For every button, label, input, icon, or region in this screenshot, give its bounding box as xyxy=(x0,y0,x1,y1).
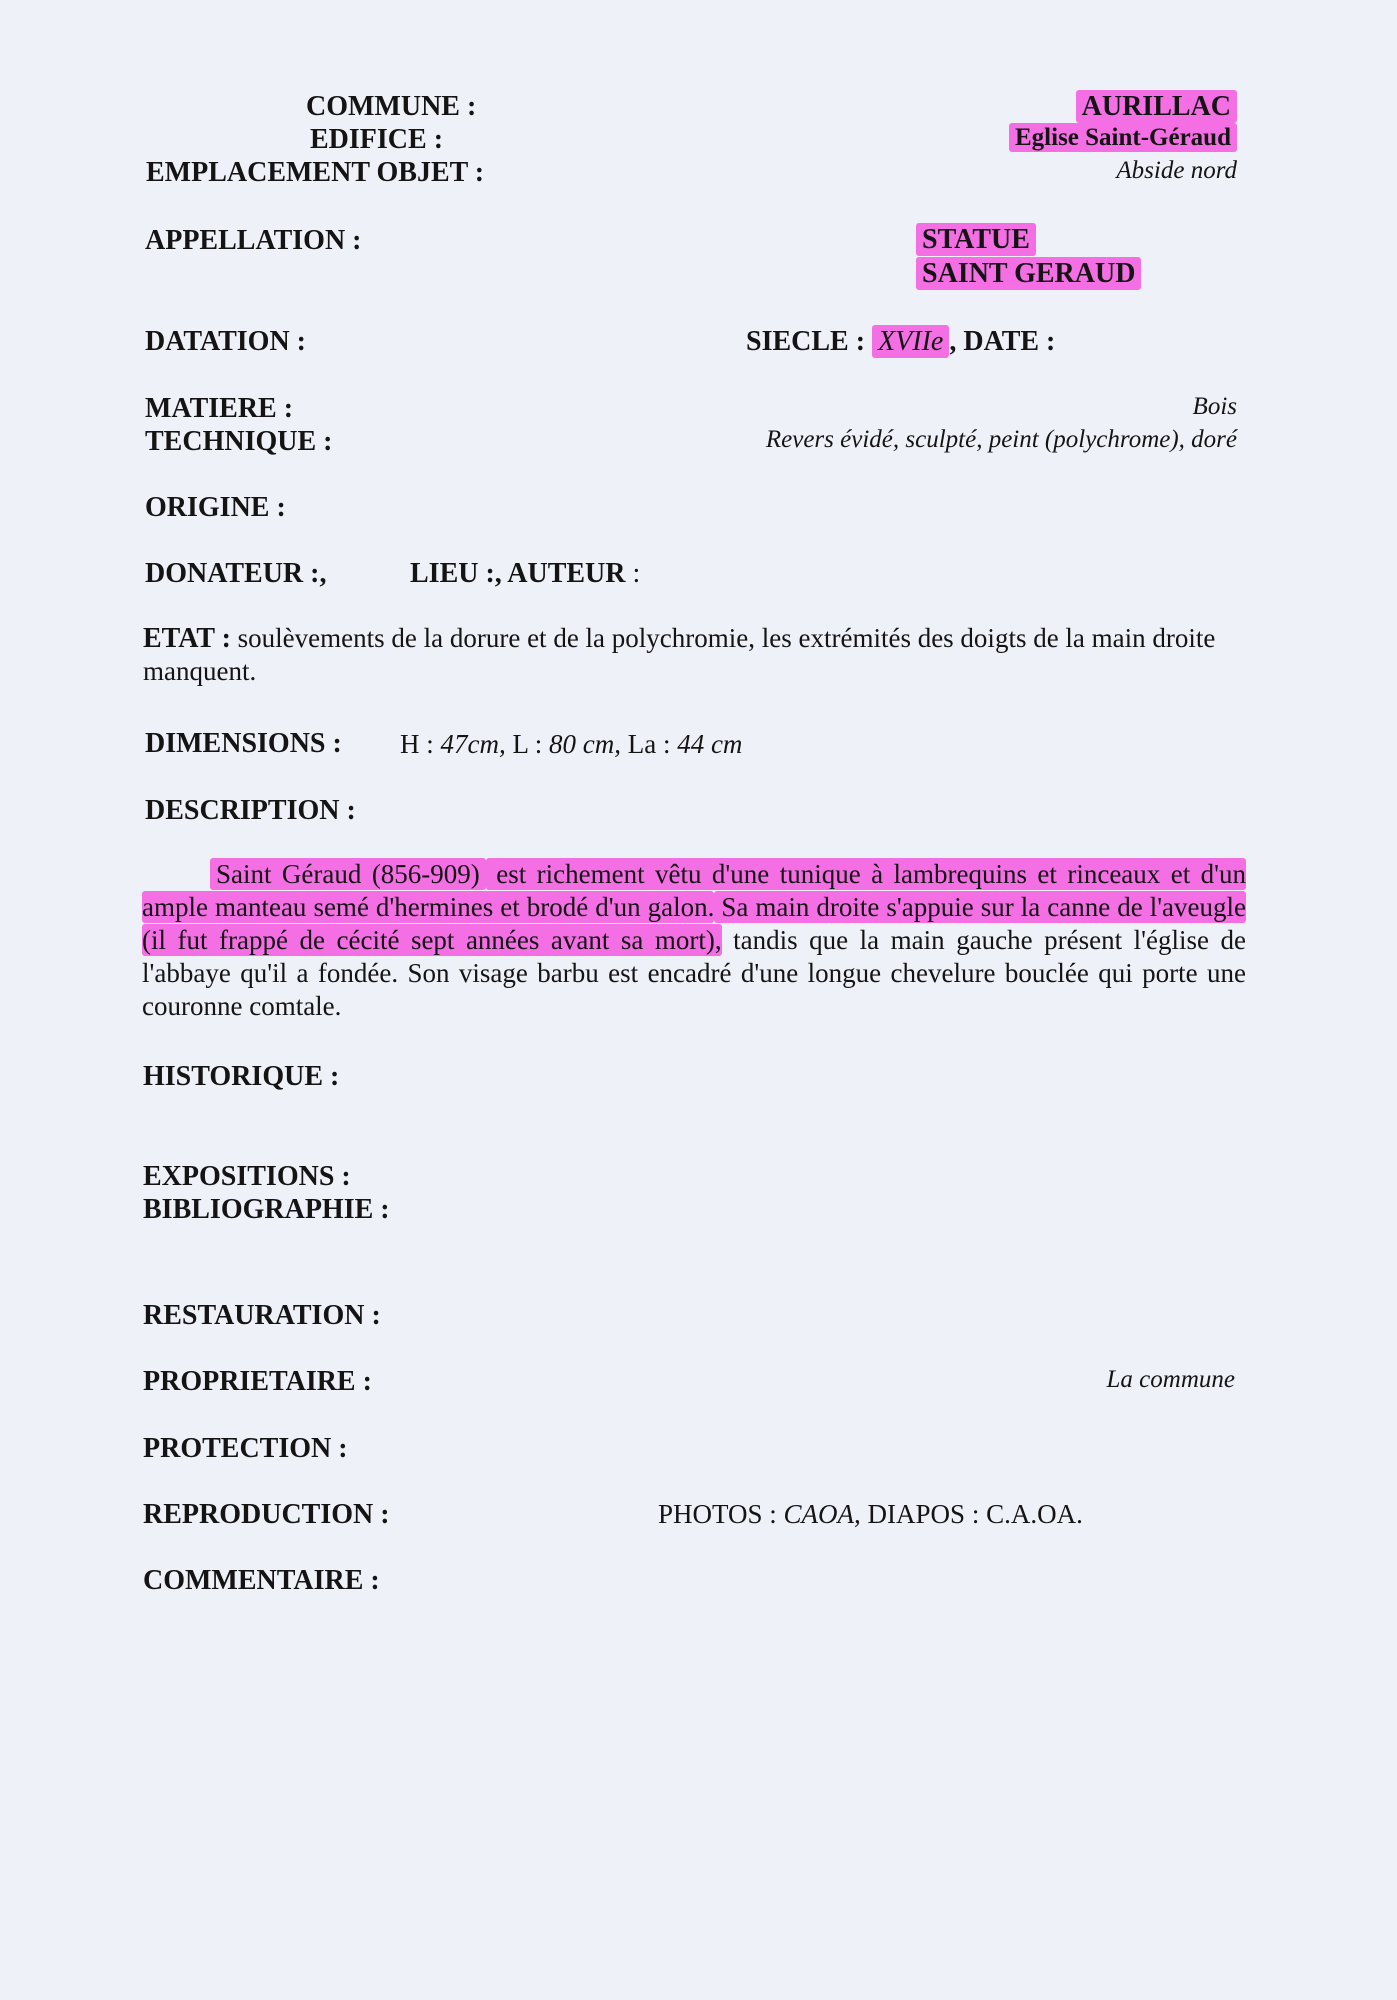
donateur-label: DONATEUR :, xyxy=(145,558,327,589)
description-text-rest: tandis que la main gauche présent l'église de l'abbaye qu'il a fondée. Son visage barbu est encadré d'une longue chevelure bouclée qui porte une couronne comtale. xyxy=(142,925,1246,1021)
etat-text: soulèvements de la dorure et de la polychromie, les extrémités des doigts de la main droite manquent. xyxy=(143,623,1216,686)
dim-l-label: L : xyxy=(512,729,543,759)
description-highlight-1: Saint Géraud (856-909) xyxy=(210,858,486,890)
proprietaire-label: PROPRIETAIRE : xyxy=(143,1366,372,1397)
bibliographie-label: BIBLIOGRAPHIE : xyxy=(143,1194,390,1225)
auteur-colon: : xyxy=(632,558,641,589)
commune-label: COMMUNE : xyxy=(306,91,477,122)
appellation-line1 xyxy=(916,224,1036,256)
dim-h-value: 47cm, xyxy=(440,729,506,759)
edifice-label: EDIFICE : xyxy=(310,124,444,155)
commune-value-text: AURILLAC xyxy=(1076,90,1237,123)
photos-value: CAOA, xyxy=(783,1499,861,1529)
etat-label: ETAT : xyxy=(143,623,231,654)
etat-paragraph xyxy=(143,622,1243,688)
matiere-label: MATIERE : xyxy=(145,393,294,424)
restauration-label: RESTAURATION : xyxy=(143,1300,381,1331)
diapos-label: DIAPOS : C.A.OA. xyxy=(867,1499,1083,1529)
matiere-value: Bois xyxy=(1192,393,1237,420)
siecle-label: SIECLE : xyxy=(746,326,866,357)
technique-label: TECHNIQUE : xyxy=(145,426,333,457)
appellation-line2-text: SAINT GERAUD xyxy=(916,257,1141,290)
emplacement-value: Abside nord xyxy=(1116,157,1237,184)
dim-la-label: La : xyxy=(627,729,671,759)
datation-label: DATATION : xyxy=(145,326,306,357)
proprietaire-value: La commune xyxy=(1106,1366,1235,1393)
description-label: DESCRIPTION : xyxy=(145,795,356,826)
reproduction-label: REPRODUCTION : xyxy=(143,1499,390,1530)
date-label: , DATE : xyxy=(949,326,1056,357)
commentaire-label: COMMENTAIRE : xyxy=(143,1565,380,1596)
description-highlight-2: est richement vêtu d'une tunique à lambrequins et rinceaux et d'un ample manteau semé d'hermines et brodé d'un galon. xyxy=(142,859,1246,922)
reproduction-values xyxy=(658,1499,1083,1530)
expositions-label: EXPOSITIONS : xyxy=(143,1161,351,1192)
appellation-label: APPELLATION : xyxy=(145,225,362,256)
dimensions-label: DIMENSIONS : xyxy=(145,728,342,759)
protection-label: PROTECTION : xyxy=(143,1433,348,1464)
lieu-auteur-label: LIEU :, AUTEUR xyxy=(410,558,626,589)
lieu-auteur-line xyxy=(410,558,640,590)
commune-value xyxy=(1076,91,1237,123)
dim-la-value: 44 cm xyxy=(677,729,743,759)
dimensions-values xyxy=(400,729,742,760)
siecle-value: XVIIe xyxy=(872,325,949,358)
emplacement-label: EMPLACEMENT OBJET : xyxy=(146,157,485,188)
historique-label: HISTORIQUE : xyxy=(143,1061,340,1092)
photos-label: PHOTOS : xyxy=(658,1499,777,1529)
appellation-line1-text: STATUE xyxy=(916,223,1036,256)
edifice-value xyxy=(1009,124,1237,152)
siecle-line xyxy=(746,326,1055,358)
description-highlight-3: Sa main droite s'appuie sur la canne de l'aveugle (il fut frappé de cécité sept années avant sa mort), xyxy=(142,892,1247,955)
dim-l-value: 80 cm, xyxy=(548,729,621,759)
appellation-line2 xyxy=(916,258,1141,290)
origine-label: ORIGINE : xyxy=(145,492,286,523)
edifice-value-text: Eglise Saint-Géraud xyxy=(1009,123,1237,152)
technique-value: Revers évidé, sculpté, peint (polychrome), doré xyxy=(765,426,1237,453)
description-paragraph xyxy=(142,858,1246,1023)
dim-h-label: H : xyxy=(400,729,434,759)
